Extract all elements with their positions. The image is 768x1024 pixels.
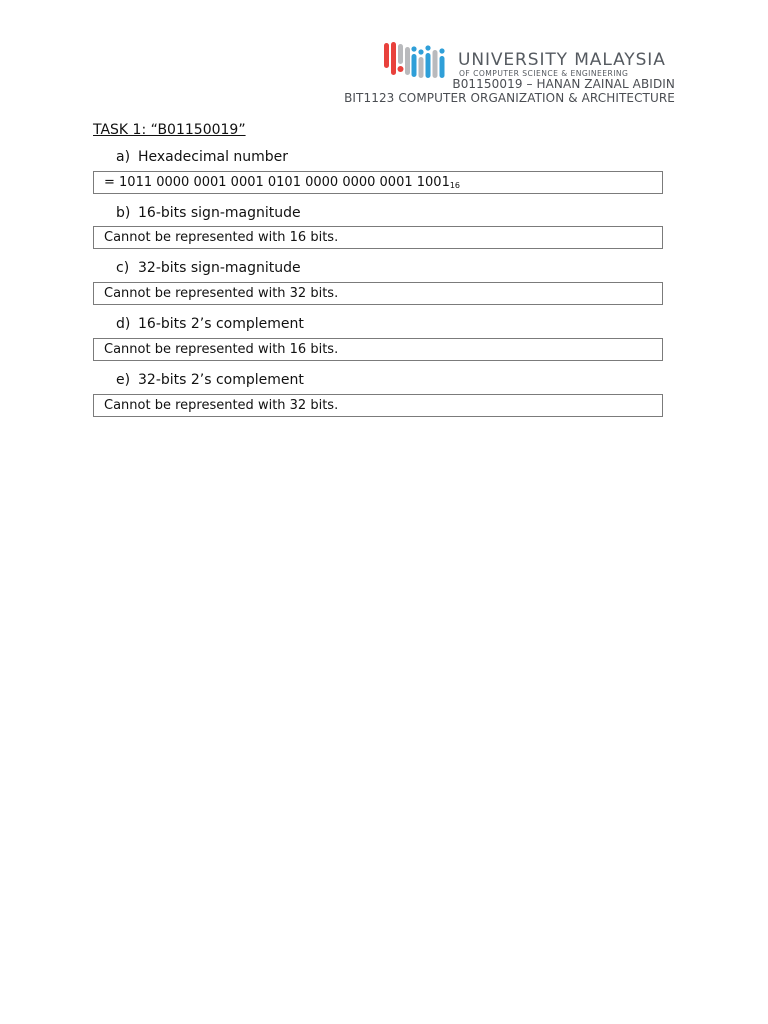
question-e-text: 32-bits 2’s complement — [138, 372, 304, 388]
question-c-letter: c) — [116, 260, 130, 276]
question-a-letter: a) — [116, 149, 131, 165]
answer-e-box — [93, 394, 663, 417]
answer-b-box — [93, 226, 663, 249]
answer-e-text: Cannot be represented with 32 bits. — [104, 398, 339, 413]
answer-d-text: Cannot be represented with 16 bits. — [104, 342, 339, 357]
answer-a-subscript: 16 — [449, 181, 461, 190]
answer-c-box — [93, 282, 663, 305]
answer-c-text: Cannot be represented with 32 bits. — [104, 286, 339, 301]
question-d-text: 16-bits 2’s complement — [138, 316, 304, 332]
answer-a-value: = 1011 0000 0001 0001 0101 0000 0000 0001 1001 — [104, 175, 450, 190]
question-c-text: 32-bits sign-magnitude — [138, 260, 301, 276]
question-d-label — [116, 316, 304, 332]
question-a-text: Hexadecimal number — [138, 149, 289, 165]
task-title: TASK 1: “B01150019” — [93, 122, 246, 138]
question-b-letter: b) — [116, 205, 131, 221]
question-e-letter: e) — [116, 372, 131, 388]
question-a-label — [116, 149, 288, 165]
question-c-label — [116, 260, 301, 276]
question-b-label — [116, 205, 301, 221]
answer-d-box — [93, 338, 663, 361]
university-logo — [383, 41, 678, 79]
question-b-text: 16-bits sign-magnitude — [138, 205, 301, 221]
question-d-letter: d) — [116, 316, 131, 332]
answer-a-text — [104, 175, 460, 190]
student-id-name: B01150019 – HANAN ZAINAL ABIDIN — [452, 77, 675, 91]
logo-title: UNIVERSITY MALAYSIA — [458, 50, 666, 70]
answer-b-text: Cannot be represented with 16 bits. — [104, 230, 339, 245]
answer-a-box — [93, 171, 663, 194]
university-logo-mark-icon — [383, 41, 449, 79]
logo-subtitle: OF COMPUTER SCIENCE & ENGINEERING — [459, 69, 629, 78]
question-e-label — [116, 372, 304, 388]
course-title: BIT1123 COMPUTER ORGANIZATION & ARCHITECTURE — [344, 91, 675, 105]
